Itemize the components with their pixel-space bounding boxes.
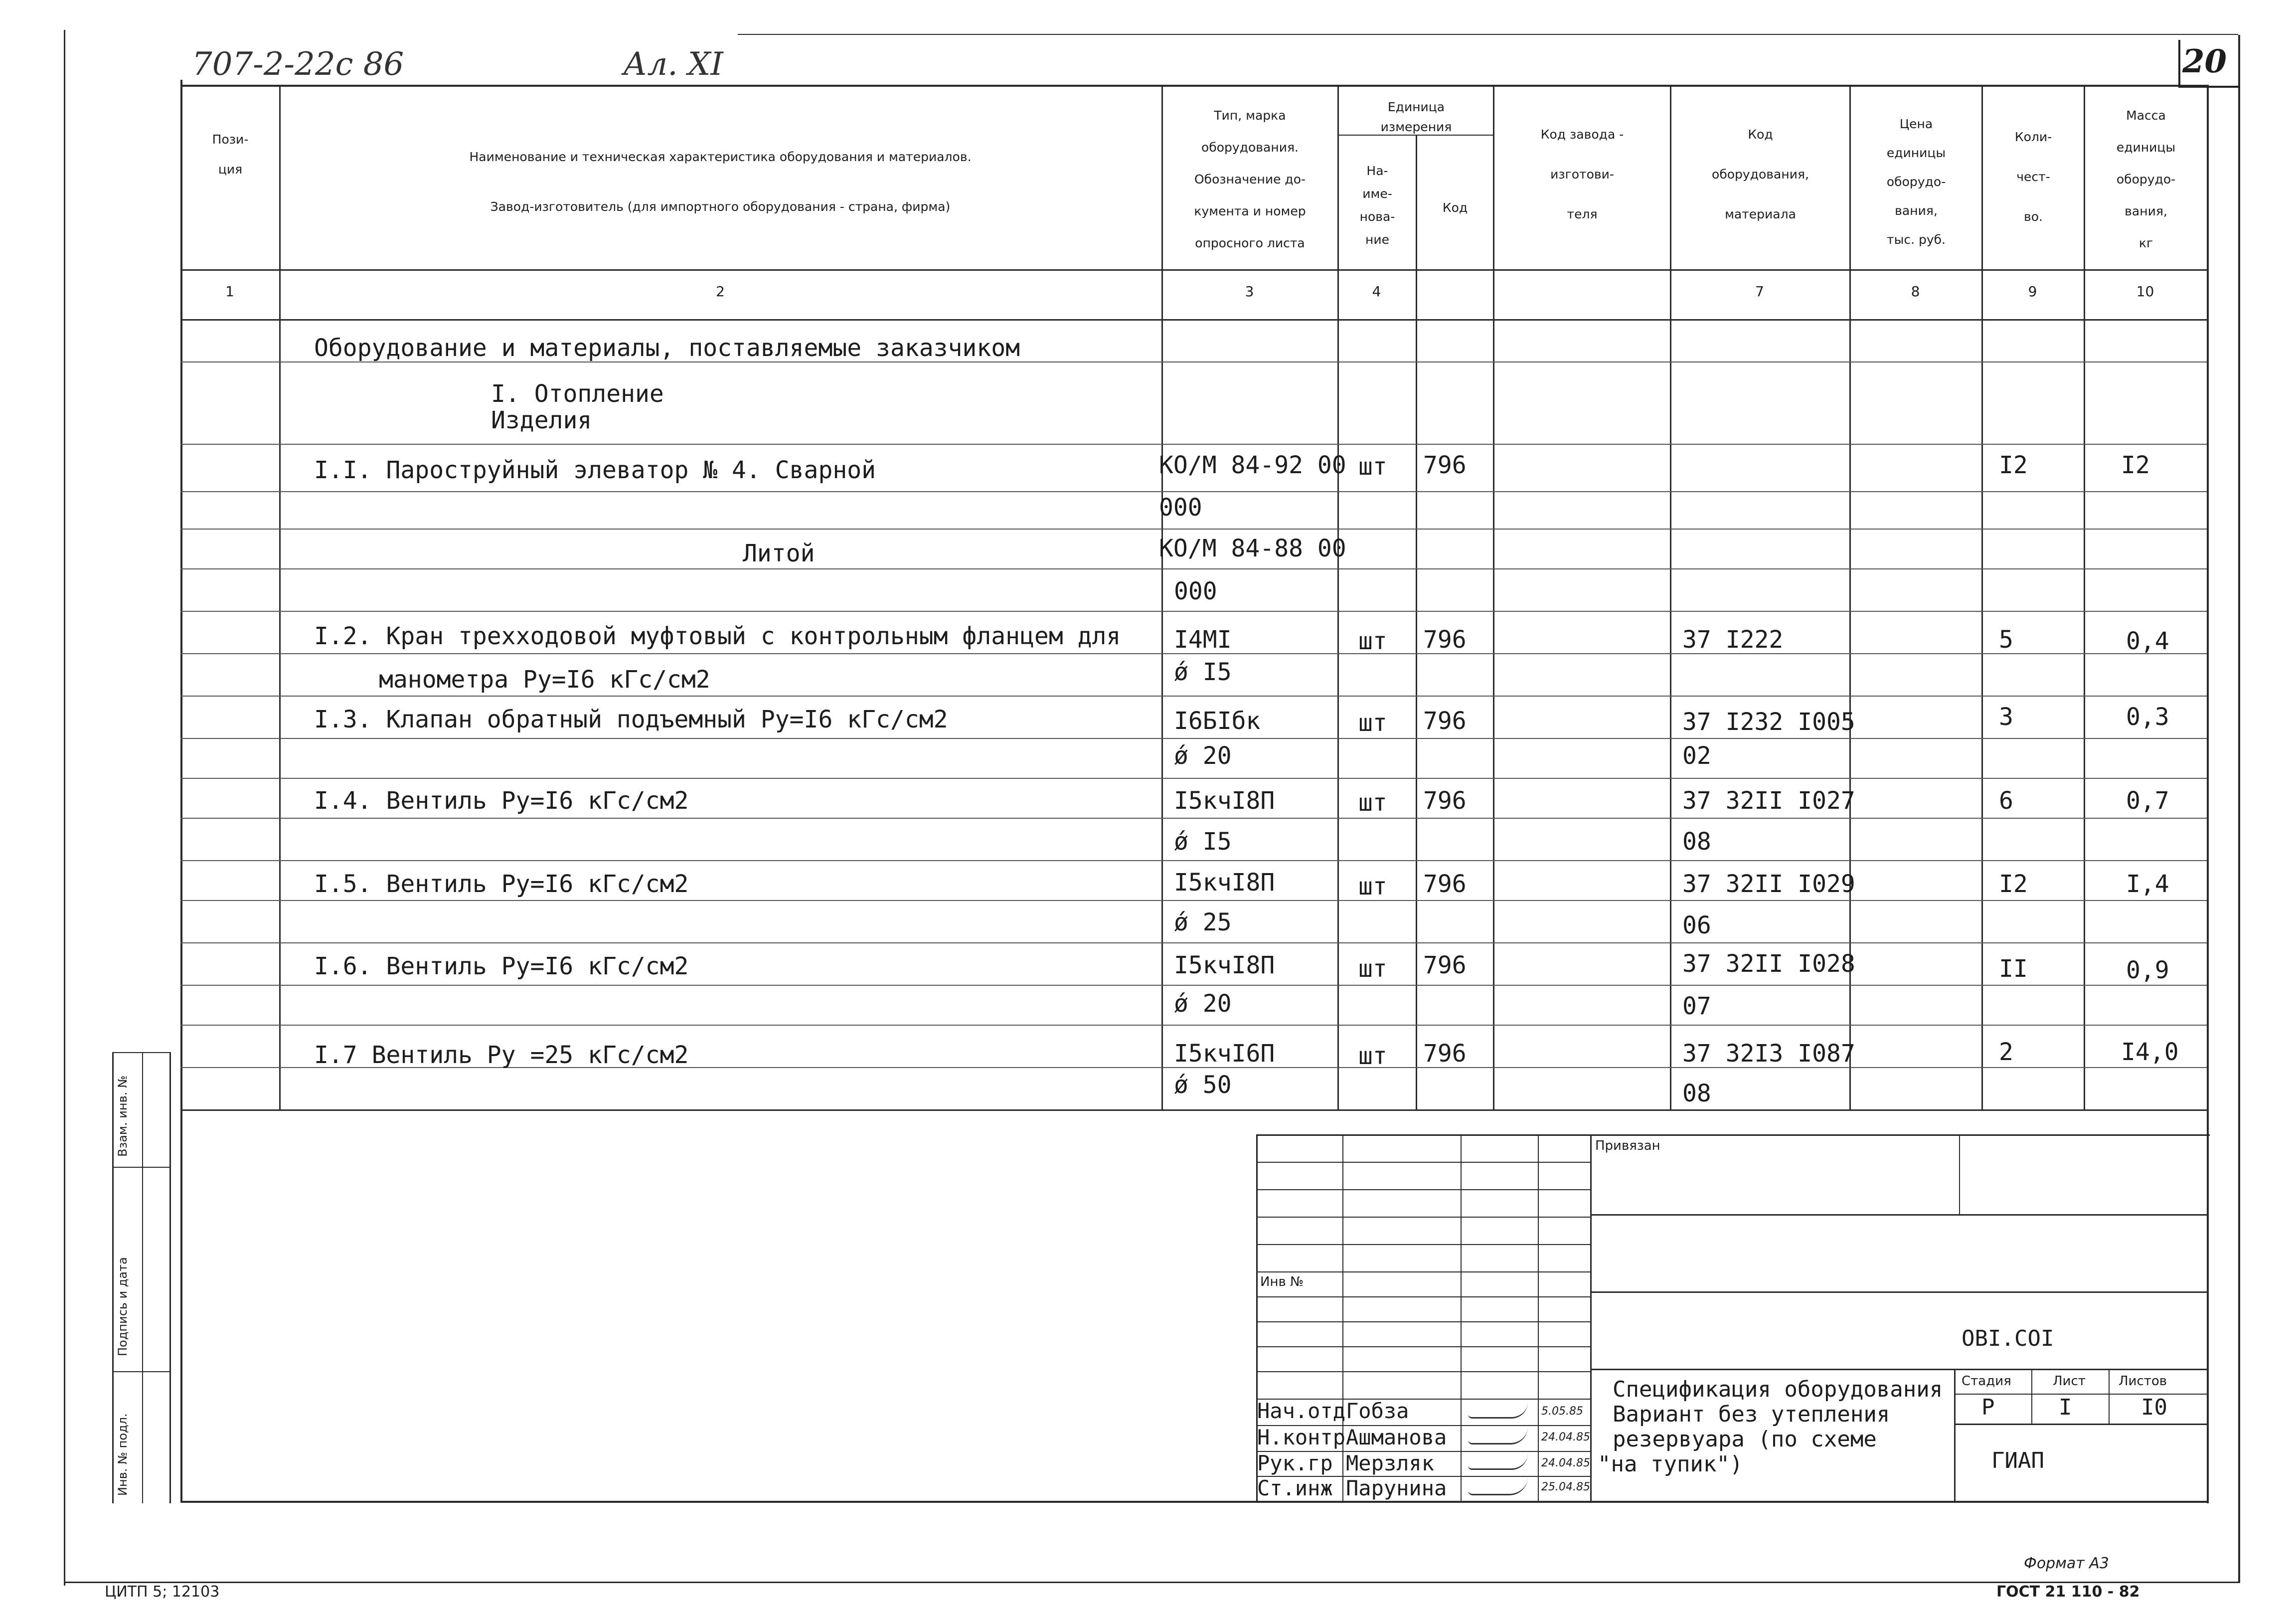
item-unit: шт <box>1358 955 1387 983</box>
stage-label: Стадия <box>1962 1374 2011 1389</box>
item-name: I.7 Вентиль Ру =25 кГс/см2 <box>314 1041 689 1069</box>
item-mass: I4,0 <box>2121 1038 2179 1066</box>
item-mat-code: 37 I222 <box>1682 626 1784 654</box>
header-c4: На- име- нова- ние <box>1359 164 1395 247</box>
sheets-value: I0 <box>2141 1395 2167 1420</box>
row-line <box>180 491 2207 492</box>
header-c2: Наименование и техническая характеристика оборудования и материалов. Завод-изготовитель (для импортного оборудования - страна, фирма) <box>469 150 972 214</box>
signature <box>1468 1402 1528 1419</box>
item-qty: 3 <box>1999 703 2013 731</box>
row-line <box>180 818 2207 819</box>
tb-stage-col <box>2031 1369 2032 1424</box>
tb-row <box>1256 1321 1590 1322</box>
header-c6: Код завода - изготови- теля <box>1540 127 1624 221</box>
row-line <box>180 529 2207 530</box>
margin-label-sign: Подпись и дата <box>116 1257 130 1356</box>
signature <box>1468 1453 1528 1470</box>
item-type: I5кчI8П <box>1174 869 1275 897</box>
header-c4-group: Единица измерения <box>1380 100 1452 134</box>
frame-right <box>2238 35 2240 1583</box>
row-line <box>180 860 2207 861</box>
item-mass: 0,7 <box>2126 787 2169 815</box>
header-c9: Коли- чест- во. <box>2014 130 2052 224</box>
col-line-4 <box>1416 135 1417 1109</box>
item-mat-code2: 08 <box>1682 1079 1711 1107</box>
colnum-9: 9 <box>2028 283 2037 300</box>
header-c3: Тип, марка оборудования. Обозначение до- кумента и номер опросного листа <box>1194 108 1306 250</box>
role: Ст.инж <box>1257 1476 1333 1500</box>
item-type: I5кчI6П <box>1174 1040 1275 1068</box>
header-c5: Код <box>1442 200 1468 215</box>
tb-row <box>1256 1244 1590 1245</box>
tb-stage-col <box>2109 1369 2110 1424</box>
item-type2: ǿ I5 <box>1174 828 1232 856</box>
album-number: Ал. XI <box>623 46 723 83</box>
item-mass: I2 <box>2121 451 2150 479</box>
bound-label: Привязан <box>1595 1138 1660 1153</box>
item-type2: ǿ I5 <box>1174 658 1232 686</box>
item-unit: шт <box>1358 627 1387 655</box>
colnum-bottom <box>180 319 2207 321</box>
sheet-number: 20 <box>2182 43 2227 80</box>
spec-line-3: резервуара (по схеме <box>1613 1427 1877 1452</box>
table-bottom <box>180 1109 2207 1111</box>
tb-row <box>1256 1217 1590 1218</box>
inv-label: Инв № <box>1260 1274 1304 1289</box>
row-line <box>180 985 2207 986</box>
row-line <box>180 942 2207 943</box>
item-code: 796 <box>1423 707 1467 735</box>
item-type: I6БIбк <box>1174 707 1261 735</box>
item-mass: 0,3 <box>2126 703 2169 731</box>
item-type: I5кчI8П <box>1174 951 1275 979</box>
top-edge-line <box>738 34 2238 35</box>
item-type2: ǿ 25 <box>1174 908 1232 936</box>
person-name: Ашманова <box>1346 1425 1447 1449</box>
spec-line-1: Спецификация оборудования <box>1613 1377 1943 1402</box>
item-mat-code2: 08 <box>1682 828 1711 856</box>
item-code: 796 <box>1423 626 1467 654</box>
header-c8: Цена единицы оборудо- вания, тыс. руб. <box>1886 117 1946 247</box>
item-name: I.4. Вентиль Ру=I6 кГс/см2 <box>314 787 689 815</box>
tb-row-right <box>1590 1369 2208 1370</box>
item-type: КО/М 84-88 00 <box>1159 535 1346 562</box>
tb-bound-divider <box>1959 1134 1960 1214</box>
item-code: 796 <box>1423 1040 1467 1068</box>
margin-label-inv: Инв. № подл. <box>116 1413 130 1496</box>
sheet-label: Лист <box>2053 1374 2086 1389</box>
section-title: Оборудование и материалы, поставляемые заказчиком <box>314 334 1020 362</box>
tb-row <box>1256 1346 1590 1347</box>
tb-desc-divider <box>1954 1369 1956 1501</box>
item-name2: манометра Ру=I6 кГс/см2 <box>379 666 710 694</box>
margin-strip-line <box>112 1371 171 1372</box>
item-name: I.6. Вентиль Ру=I6 кГс/см2 <box>314 952 689 980</box>
role: Рук.гр <box>1257 1451 1333 1475</box>
col-line-5 <box>1493 85 1494 1109</box>
item-name: I.I. Пароструйный элеватор № 4. Сварной <box>314 456 876 484</box>
col-line-8 <box>1981 85 1983 1109</box>
item-name: I.3. Клапан обратный подъемный Ру=I6 кГс/см2 <box>314 706 948 733</box>
header-c7: Код оборудования, материала <box>1712 127 1809 221</box>
colnum-1: 1 <box>225 283 234 300</box>
tb-row <box>1256 1371 1590 1372</box>
row-line <box>180 778 2207 779</box>
header-c10: Масса единицы оборудо- вания, кг <box>2116 108 2176 250</box>
margin-strip-line <box>112 1052 171 1053</box>
tb-row <box>1256 1296 1590 1297</box>
sign-date: 25.04.85 <box>1541 1481 1590 1493</box>
item-type: I4МI <box>1174 626 1232 654</box>
item-unit: шт <box>1358 709 1387 737</box>
item-mat-code2: 06 <box>1682 911 1711 939</box>
item-code: 796 <box>1423 951 1467 979</box>
sign-date: 24.04.85 <box>1541 1431 1590 1443</box>
sheets-label: Листов <box>2119 1374 2167 1389</box>
margin-strip-line <box>112 1167 171 1168</box>
row-line <box>180 444 2207 445</box>
item-unit: шт <box>1358 873 1387 900</box>
item-code: 796 <box>1423 451 1467 479</box>
item-mass: 0,4 <box>2126 627 2169 655</box>
item-mat-code: 37 32II I027 <box>1682 787 1855 815</box>
tb-row-right <box>1590 1214 2208 1216</box>
item-qty: II <box>1999 955 2028 983</box>
role: Нач.отд <box>1257 1399 1346 1423</box>
stage-value: Р <box>1981 1395 1995 1420</box>
item-type2: 000 <box>1174 577 1217 605</box>
footer-left: ЦИТП 5; 12103 <box>105 1583 220 1601</box>
colnum-3: 3 <box>1245 283 1254 300</box>
item-name: Литой <box>743 540 815 567</box>
margin-strip-right <box>169 1052 171 1503</box>
role: Н.контр <box>1257 1425 1346 1449</box>
sign-date: 5.05.85 <box>1541 1405 1583 1418</box>
header-bottom <box>180 269 2207 271</box>
tb-row <box>1256 1162 1590 1163</box>
signature <box>1468 1427 1528 1444</box>
person-name: Мерзляк <box>1346 1451 1435 1475</box>
colnum-2: 2 <box>716 283 725 300</box>
spec-line-4: "на тупик") <box>1598 1451 1743 1477</box>
doc-number: OBI.COI <box>1962 1326 2054 1351</box>
item-qty: I2 <box>1999 451 2028 479</box>
item-code: 796 <box>1423 870 1467 898</box>
item-type2: ǿ 50 <box>1174 1071 1232 1099</box>
item-type2: ǿ 20 <box>1174 742 1232 770</box>
item-type2: ǿ 20 <box>1174 990 1232 1018</box>
signature <box>1468 1477 1528 1495</box>
frame-bottom-outer <box>64 1582 2240 1583</box>
margin-label-replace: Взам. инв. № <box>116 1076 130 1157</box>
person-name: Парунина <box>1346 1476 1447 1500</box>
item-qty: 2 <box>1999 1038 2013 1066</box>
item-qty: I2 <box>1999 870 2028 898</box>
section-subtitle: I. Отопление <box>491 380 664 408</box>
header-c1: Пози- ция <box>212 132 249 177</box>
tb-row <box>1256 1189 1590 1190</box>
person-name: Гобза <box>1346 1399 1409 1423</box>
item-type: I5кчI8П <box>1174 787 1275 815</box>
item-mat-code: 37 32II I028 <box>1682 950 1855 978</box>
frame-left-outer <box>64 30 65 1586</box>
item-qty: 6 <box>1999 787 2013 815</box>
tb-row <box>1256 1271 1590 1272</box>
colnum-4: 4 <box>1372 283 1381 300</box>
item-name: I.2. Кран трехходовой муфтовый с контрольным фланцем для <box>314 622 1121 650</box>
item-mat-code: 37 32II I029 <box>1682 870 1855 898</box>
colnum-8: 8 <box>1911 283 1920 300</box>
colnum-7: 7 <box>1755 283 1764 300</box>
doc-code: 707-2-22с 86 <box>192 46 404 83</box>
item-qty: 5 <box>1999 626 2013 654</box>
tb-stage-row2 <box>1954 1424 2208 1425</box>
frame-top <box>180 85 2207 87</box>
item-type2: 000 <box>1159 494 1202 522</box>
item-mat-code2: 02 <box>1682 742 1711 770</box>
tb-col <box>1590 1134 1592 1501</box>
item-code: 796 <box>1423 787 1467 815</box>
margin-strip-mid <box>142 1052 143 1503</box>
format-label: Формат А3 <box>2024 1555 2109 1572</box>
section-group: Изделия <box>491 406 592 434</box>
item-unit: шт <box>1358 453 1387 481</box>
sign-date: 24.04.85 <box>1541 1457 1590 1469</box>
tb-row-right <box>1590 1291 2208 1293</box>
item-name: I.5. Вентиль Ру=I6 кГс/см2 <box>314 870 689 898</box>
row-line <box>180 696 2207 697</box>
spec-line-2: Вариант без утепления <box>1613 1402 1890 1427</box>
row-line <box>180 568 2207 569</box>
sheet-value: I <box>2059 1395 2072 1420</box>
row-line <box>180 738 2207 739</box>
row-line <box>180 1025 2207 1026</box>
item-unit: шт <box>1358 1042 1387 1070</box>
colnum-10: 10 <box>2136 283 2154 300</box>
col-line-6 <box>1670 85 1671 1109</box>
gost-label: ГОСТ 21 110 - 82 <box>1996 1583 2140 1601</box>
item-unit: шт <box>1358 789 1387 817</box>
row-line <box>180 900 2207 901</box>
row-line <box>180 611 2207 612</box>
item-type: КО/М 84-92 00 <box>1159 451 1346 479</box>
col-line-1 <box>279 85 281 1109</box>
margin-strip-left <box>112 1052 114 1503</box>
item-mass: 0,9 <box>2126 956 2169 984</box>
org-name: ГИАП <box>1991 1448 2044 1473</box>
item-mat-code: 37 I232 I005 <box>1682 708 1855 736</box>
item-mat-code: 37 32I3 I087 <box>1682 1040 1855 1068</box>
item-mat-code2: 07 <box>1682 992 1711 1020</box>
col-line-2 <box>1161 85 1163 1109</box>
item-mass: I,4 <box>2126 870 2169 898</box>
